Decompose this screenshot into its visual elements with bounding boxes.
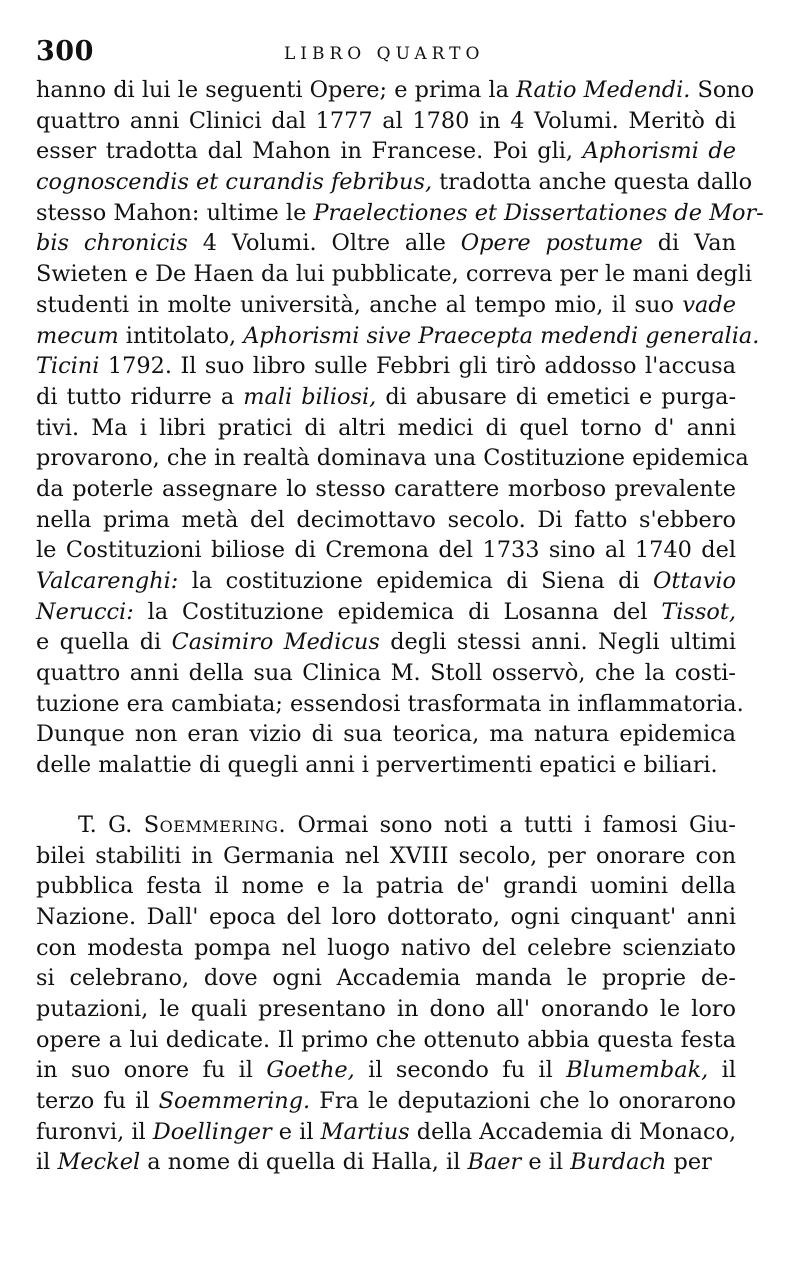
text-line	[36, 198, 764, 229]
italic-text-run: Martius	[320, 1118, 410, 1145]
text-line	[36, 106, 736, 137]
text-line	[36, 535, 736, 566]
text-run: stesso Mahon: ultime le	[36, 199, 314, 226]
text-line	[36, 597, 736, 628]
text-run: da poterle assegnare lo stesso carattere morboso prevalente	[36, 475, 736, 502]
text-run: studenti in molte università, anche al tempo mio, il suo	[36, 291, 683, 318]
text-line	[36, 382, 736, 413]
text-run: in suo onore fu il	[36, 1057, 267, 1084]
text-line	[36, 627, 736, 658]
text-run: si celebrano, dove ogni Accademia manda le proprie de-	[36, 965, 736, 992]
text-line	[36, 413, 736, 444]
text-line	[36, 1055, 736, 1086]
italic-text-run: Soemmering.	[158, 1088, 311, 1114]
italic-text-run: Ratio Medendi.	[516, 77, 691, 103]
text-run: per	[666, 1149, 712, 1176]
text-run: pubblica festa il nome e la patria de' grandi uomini della	[36, 873, 736, 900]
text-run: e il	[271, 1118, 321, 1145]
italic-text-run: Casimiro Medicus	[171, 629, 380, 656]
paragraph-gap	[36, 781, 736, 810]
text-line	[36, 1086, 736, 1117]
italic-text-run: Meckel	[57, 1149, 141, 1176]
italic-text-run: vade	[682, 291, 736, 318]
text-run: di tutto ridurre a	[36, 383, 244, 410]
text-line	[36, 136, 736, 167]
text-line	[36, 259, 753, 290]
text-line	[36, 1117, 736, 1148]
text-run: Nazione. Dall' epoca del loro dottorato, ogni cinquant' anni	[36, 903, 736, 930]
text-line	[36, 351, 736, 382]
text-line	[36, 1025, 736, 1056]
text-run: le Costituzioni biliose di Cremona del 1733 sino al 1740 del	[36, 537, 736, 564]
text-line	[36, 75, 755, 106]
text-line	[36, 719, 736, 750]
text-run: a nome di quella di Halla, il	[140, 1149, 468, 1176]
italic-text-run: bis chronicis	[36, 230, 188, 257]
italic-text-run: Ticini	[36, 353, 100, 380]
italic-text-run: Goethe,	[266, 1057, 355, 1084]
text-line	[36, 963, 736, 994]
text-run: il secondo fu il	[354, 1057, 567, 1084]
text-line	[36, 1147, 736, 1178]
text-run: il	[36, 1149, 58, 1176]
text-run: provarono, che in realtà dominava una Costituzione epidemica	[36, 445, 749, 472]
italic-text-run: Aphorismi sive Praecepta medendi generalia.	[243, 322, 760, 349]
italic-text-run: Doellinger	[152, 1118, 272, 1145]
text-run: hanno di lui le seguenti Opere; e prima la	[36, 77, 517, 103]
text-run: intitolato,	[118, 322, 244, 349]
text-run: e il	[521, 1149, 571, 1176]
text-run: tradotta anche questa dallo	[432, 169, 753, 196]
text-line	[36, 902, 736, 933]
text-run: T. G.	[78, 811, 144, 838]
text-run: di Van	[642, 230, 736, 257]
text-run: nella prima metà del decimottavo secolo. Di fatto s'ebbero	[36, 506, 736, 533]
text-line	[36, 443, 749, 474]
italic-text-run: Ottavio	[653, 568, 736, 594]
text-run: quattro anni Clinici dal 1777 al 1780 in 4 Volumi. Meritò di	[36, 107, 736, 134]
text-run: 4 Volumi. Oltre alle	[187, 230, 461, 257]
text-run: di abusare di emetici e purga-	[376, 383, 737, 410]
text-run: e quella di	[36, 629, 172, 656]
text-run: con modesta pompa nel luogo nativo del celebre scienziato	[36, 934, 736, 961]
text-line	[36, 658, 736, 689]
text-run: tivi. Ma i libri pratici di altri medici di quel torno d' anni	[36, 414, 736, 441]
text-line	[36, 167, 753, 198]
italic-text-run: cognoscendis et curandis febribus,	[36, 169, 433, 196]
text-run: terzo fu il	[36, 1088, 159, 1114]
text-line	[36, 474, 736, 505]
paragraph-soemmering	[36, 810, 736, 1178]
text-line	[36, 505, 736, 536]
text-line	[36, 689, 744, 720]
text-run: furonvi, il	[36, 1118, 153, 1145]
text-run: Swieten e De Haen da lui pubblicate, correva per le mani degli	[36, 261, 753, 288]
text-run: della Accademia di Monaco,	[409, 1118, 737, 1145]
text-line	[36, 841, 736, 872]
text-run: Sono	[690, 77, 755, 103]
text-run: putazioni, le quali presentano in dono all' onorando le loro	[36, 995, 736, 1022]
text-run: la costituzione epidemica di Siena di	[178, 568, 653, 594]
italic-text-run: Aphorismi de	[582, 138, 736, 165]
text-run: delle malattie di quegli anni i pervertimenti epatici e biliari.	[36, 752, 718, 779]
text-line	[36, 994, 736, 1025]
text-line	[36, 750, 736, 781]
italic-text-run: Praelectiones et Dissertationes de Mor-	[313, 199, 764, 226]
text-line	[36, 871, 736, 902]
italic-text-run: Baer	[467, 1149, 522, 1176]
text-line	[36, 321, 760, 352]
text-run: esser tradotta dal Mahon in Francese. Poi gli,	[36, 138, 583, 165]
text-run: quattro anni della sua Clinica M. Stoll osservò, che la costi-	[36, 660, 736, 687]
text-run: degli stessi anni. Negli ultimi	[379, 629, 736, 656]
italic-text-run: Burdach	[570, 1149, 667, 1176]
smallcaps-name: Soemmering.	[143, 811, 287, 838]
text-line	[36, 933, 736, 964]
text-run: la Costituzione epidemica di Losanna del	[133, 598, 662, 625]
italic-text-run: Opere postume	[460, 230, 643, 257]
text-run: tuzione era cambiata; essendosi trasformata in inflammatoria.	[36, 690, 744, 717]
text-line	[36, 228, 736, 259]
italic-text-run: Nerucci:	[36, 598, 134, 625]
italic-text-run: mecum	[36, 322, 119, 349]
body-text	[36, 75, 764, 1178]
text-run: il	[708, 1057, 736, 1084]
text-run: opere a lui dedicate. Il primo che ottenuto abbia questa festa	[36, 1026, 736, 1053]
text-run: Ormai sono noti a tutti i famosi Giu-	[286, 811, 736, 838]
text-run: Fra le deputazioni che lo onorarono	[310, 1088, 736, 1114]
running-title: LIBRO QUARTO	[284, 44, 485, 64]
page-number: 300	[36, 36, 94, 67]
text-line	[36, 810, 736, 841]
text-run: bilei stabiliti in Germania nel XVIII secolo, per onorare con	[36, 842, 736, 869]
paragraph-ratio-medendi	[36, 75, 764, 781]
running-head	[36, 36, 760, 76]
text-run: Dunque non eran vizio di sua teorica, ma natura epidemica	[36, 721, 736, 748]
italic-text-run: Blumembak,	[566, 1057, 709, 1084]
italic-text-run: mali biliosi,	[243, 383, 377, 410]
italic-text-run: Tissot,	[661, 598, 736, 625]
text-run: 1792. Il suo libro sulle Febbri gli tirò addosso l'accusa	[99, 353, 736, 380]
text-line	[36, 566, 736, 597]
text-line	[36, 290, 736, 321]
italic-text-run: Valcarenghi:	[36, 568, 179, 594]
